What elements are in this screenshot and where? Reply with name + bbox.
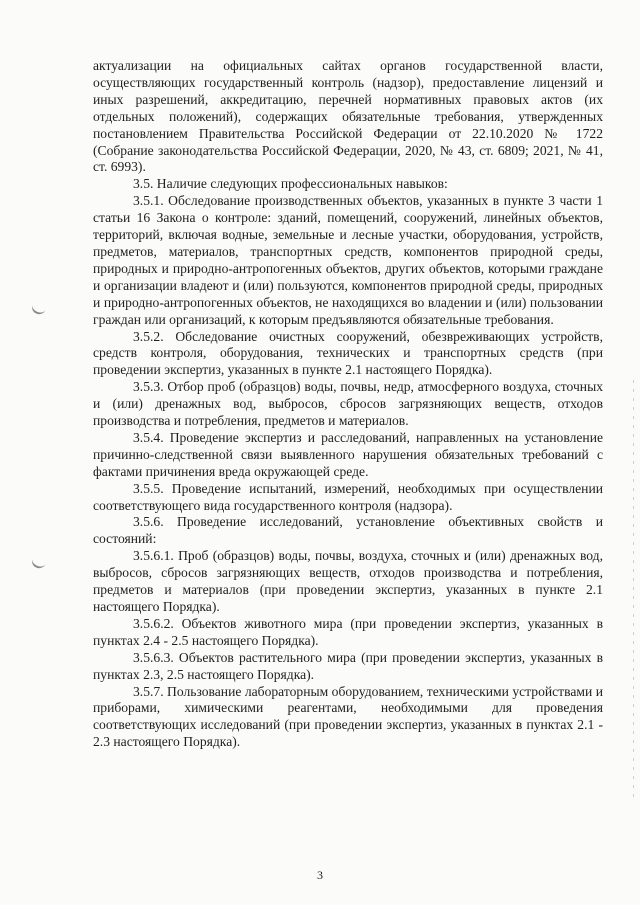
paragraph-3-5-2: 3.5.2. Обследование очистных сооружений, обезвреживающих устройств, средств контроля, оборудования, технических и транспортных средств (при проведении экспертиз, указанных в пункте 2.1 настоящего Порядка). [93,328,603,378]
paragraph-3-5-7: 3.5.7. Пользование лабораторным оборудованием, техническими устройствами и приборами, химическими реагентами, необходимыми для проведения соответствующих исследований (при проведении экспертиз, указанных в пунктах 2.1 - 2.3 настоящего Порядка). [93,683,603,750]
paragraph-continuation: актуализации на официальных сайтах органов государственной власти, осуществляющих государственный контроль (надзор), предоставление лицензий и иных разрешений, аккредитацию, перечней нормативных правовых актов (их отдельных положений), содержащих обязательные требования, утвержденных постановлением Правительства Российской Федерации от 22.10.2020 № 1722 (Собрание законодательства Российской Федерации, 2020, № 43, ст. 6809; 2021, № 41, ст. 6993). [93,58,603,175]
paragraph-3-5-3: 3.5.3. Отбор проб (образцов) воды, почвы, недр, атмосферного воздуха, сточных и (или) дренажных вод, выбросов, сбросов загрязняющих веществ, отходов производства и потребления, предметов и материалов. [93,379,603,429]
page-number: 3 [317,868,323,882]
paragraph-3-5-1: 3.5.1. Обследование производственных объектов, указанных в пункте 3 части 1 статьи 16 Закона о контроле: зданий, помещений, сооружений, линейных объектов, территорий, включая водные, земельные и лесные участки, оборудования, устройств, предметов, материалов, транспортных средств, компонентов природной среды, природных и природно-антропогенных объектов, других объектов, которыми граждане и организации владеют и (или) пользуются, компонентов природной среды, природных и природно-антропогенных объектов, не находящихся во владении и (или) пользовании граждан или организаций, к которым предъявляются обязательные требования. [93,193,603,327]
binding-hole-mark [30,558,46,570]
paragraph-3-5-6-2: 3.5.6.2. Объектов животного мира (при проведении экспертиз, указанных в пунктах 2.4 - 2.5 настоящего Порядка). [93,615,603,648]
paragraph-3-5-4: 3.5.4. Проведение экспертиз и расследований, направленных на установление причинно-следственной связи выявленного нарушения обязательных требований с фактами причинения вреда окружающей среде. [93,429,603,479]
paragraph-3-5-6-1: 3.5.6.1. Проб (образцов) воды, почвы, воздуха, сточных и (или) дренажных вод, выбросов, сбросов загрязняющих веществ, отходов производства и потребления, предметов и материалов (при проведении экспертиз, указанных в пункте 2.1 настоящего Порядка). [93,548,603,614]
paragraph-3-5-6: 3.5.6. Проведение исследований, установление объективных свойств и состояний: [93,514,603,547]
paragraph-3-5: 3.5. Наличие следующих профессиональных навыков: [133,176,448,192]
scan-edge-shadow [633,380,634,800]
binding-hole-mark [30,304,46,316]
document-body [93,58,603,751]
paragraph-3-5-6-3: 3.5.6.3. Объектов растительного мира (при проведении экспертиз, указанных в пунктах 2.3, 2.5 настоящего Порядка). [93,649,603,682]
paragraph-3-5-5: 3.5.5. Проведение испытаний, измерений, необходимых при осуществлении соответствующего вида государственного контроля (надзора). [93,480,603,513]
